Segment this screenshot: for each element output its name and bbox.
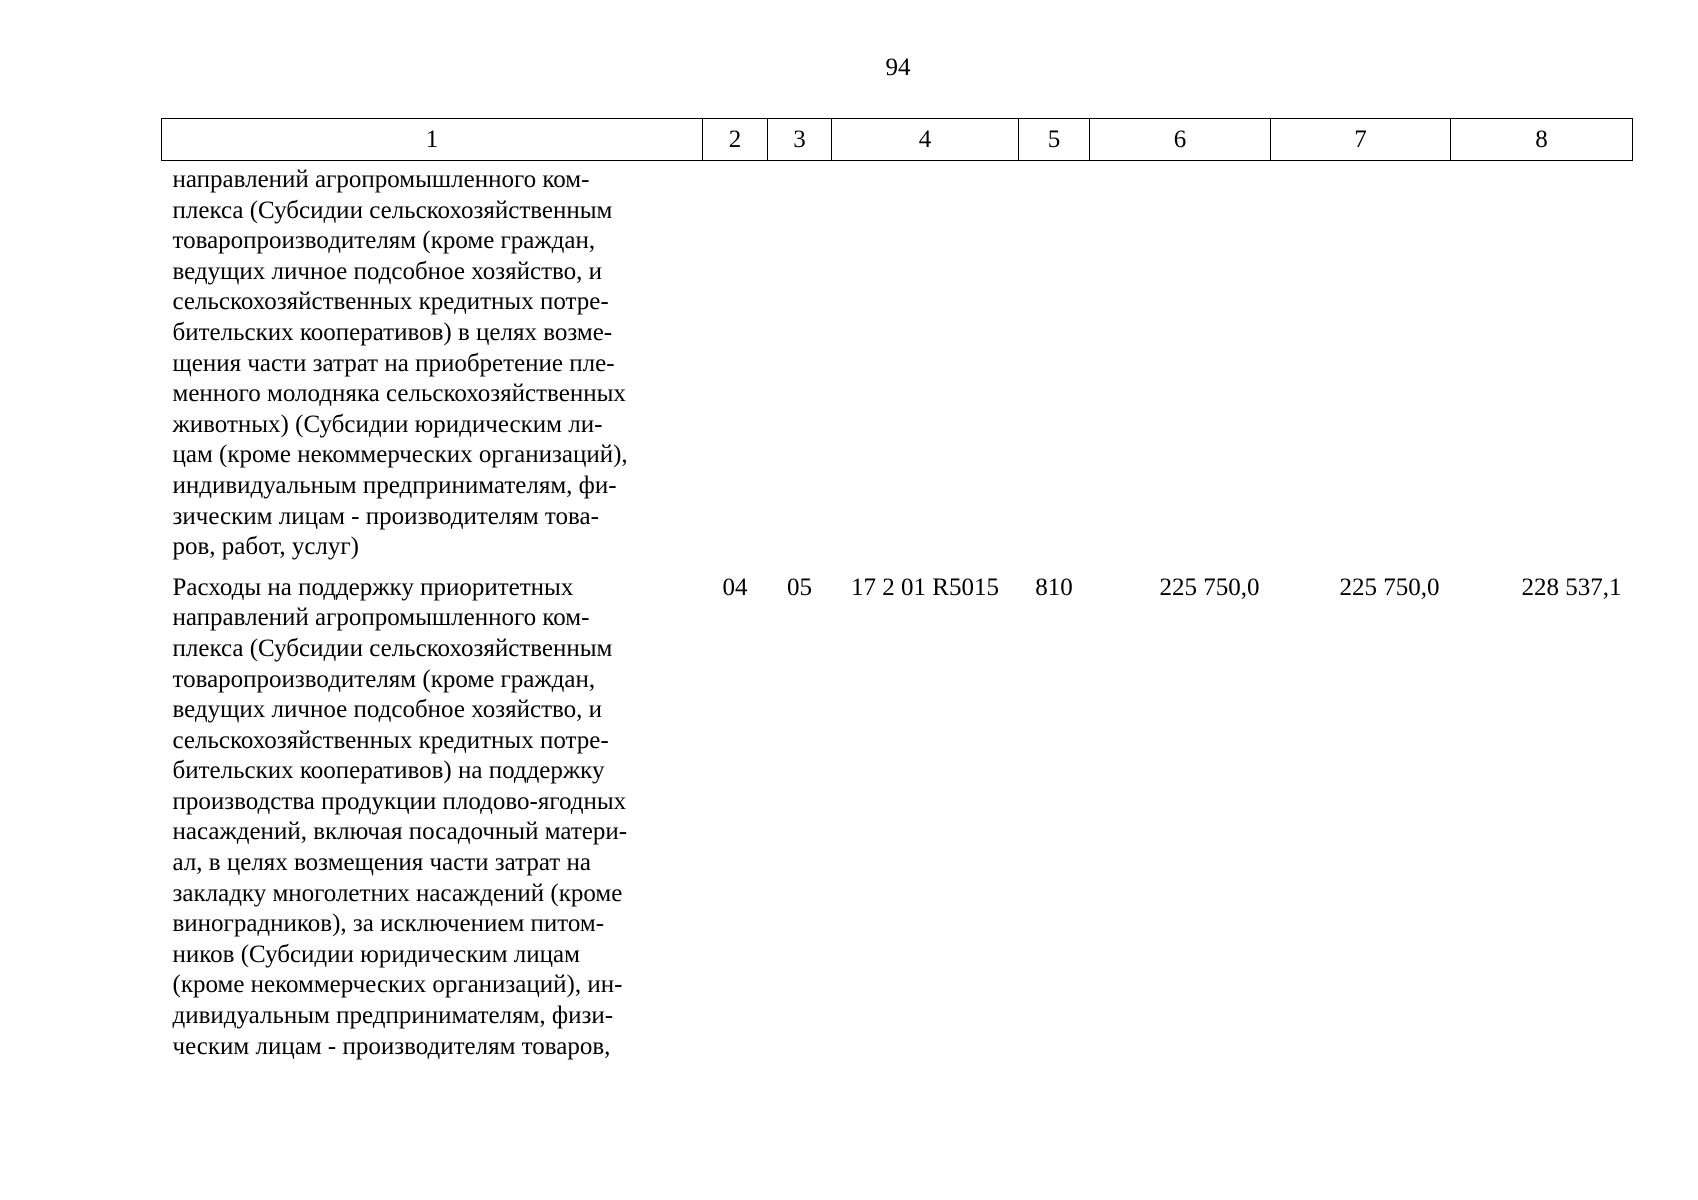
row-amount-col6: 225 750,0	[1159, 573, 1260, 601]
row-expense-type	[1019, 161, 1090, 563]
description-text: направлений агропромышленного ком- плекса (Субсидии сельскохозяйственным товаропроизводителям (кроме граждан, ведущих личное подсобное хозяйство, и сельскохозяйственных кредитных потре- бительских кооперативов) в целях возме- щения части затрат на приобретение пле- менного молодняка сельскохозяйственных животных) (Субсидии юридическим ли- цам (кроме некоммерческих организаций), индивидуальным предпринимателям, фи- зическим лицам - производителям това- ров, работ, услуг)	[172, 166, 628, 561]
row-amount-col8	[1451, 161, 1633, 563]
row-amount-col8: 228 537,1	[1521, 573, 1622, 601]
page-number: 94	[885, 54, 911, 81]
table-row	[162, 563, 1633, 1063]
row-subsection	[768, 161, 832, 563]
row-target-article	[832, 161, 1019, 563]
row-description	[162, 161, 703, 563]
header-col-3: 3	[768, 119, 832, 161]
row-amount-col7: 225 750,0	[1339, 573, 1440, 601]
row-target-article: 17 2 01 R5015	[851, 573, 999, 601]
description-text: Расходы на поддержку приоритетных направлений агропромышленного ком- плекса (Субсидии сельскохозяйственным товаропроизводителям (кроме граждан, ведущих личное подсобное хозяйство, и сельскохозяйственных кредитных потре- бительских кооперативов) на поддержку производства продукции плодово-ягодных насаждений, включая посадочный матери- ал, в целях возмещения части затрат на закладку многолетних насаждений (кроме виноградников), за исключением питом- ников (Субсидии юридическим лицам (кроме некоммерческих организаций), ин- дивидуальным предпринимателям, физи- ческим лицам - производителям товаров,	[172, 573, 628, 1060]
header-col-5: 5	[1019, 119, 1090, 161]
header-col-1: 1	[162, 119, 703, 161]
budget-table	[161, 118, 1633, 1062]
row-amount-col7	[1271, 161, 1451, 563]
row-subsection: 05	[787, 573, 812, 601]
table-header-row	[162, 119, 1633, 161]
table-row	[162, 161, 1633, 563]
row-expense-type: 810	[1035, 573, 1073, 601]
header-col-4: 4	[832, 119, 1019, 161]
header-col-6: 6	[1090, 119, 1271, 161]
header-col-7: 7	[1271, 119, 1451, 161]
row-section: 04	[722, 573, 748, 601]
header-col-2: 2	[703, 119, 768, 161]
header-col-8: 8	[1451, 119, 1633, 161]
row-amount-col6	[1090, 161, 1271, 563]
row-section	[703, 161, 768, 563]
row-description	[162, 563, 703, 1063]
